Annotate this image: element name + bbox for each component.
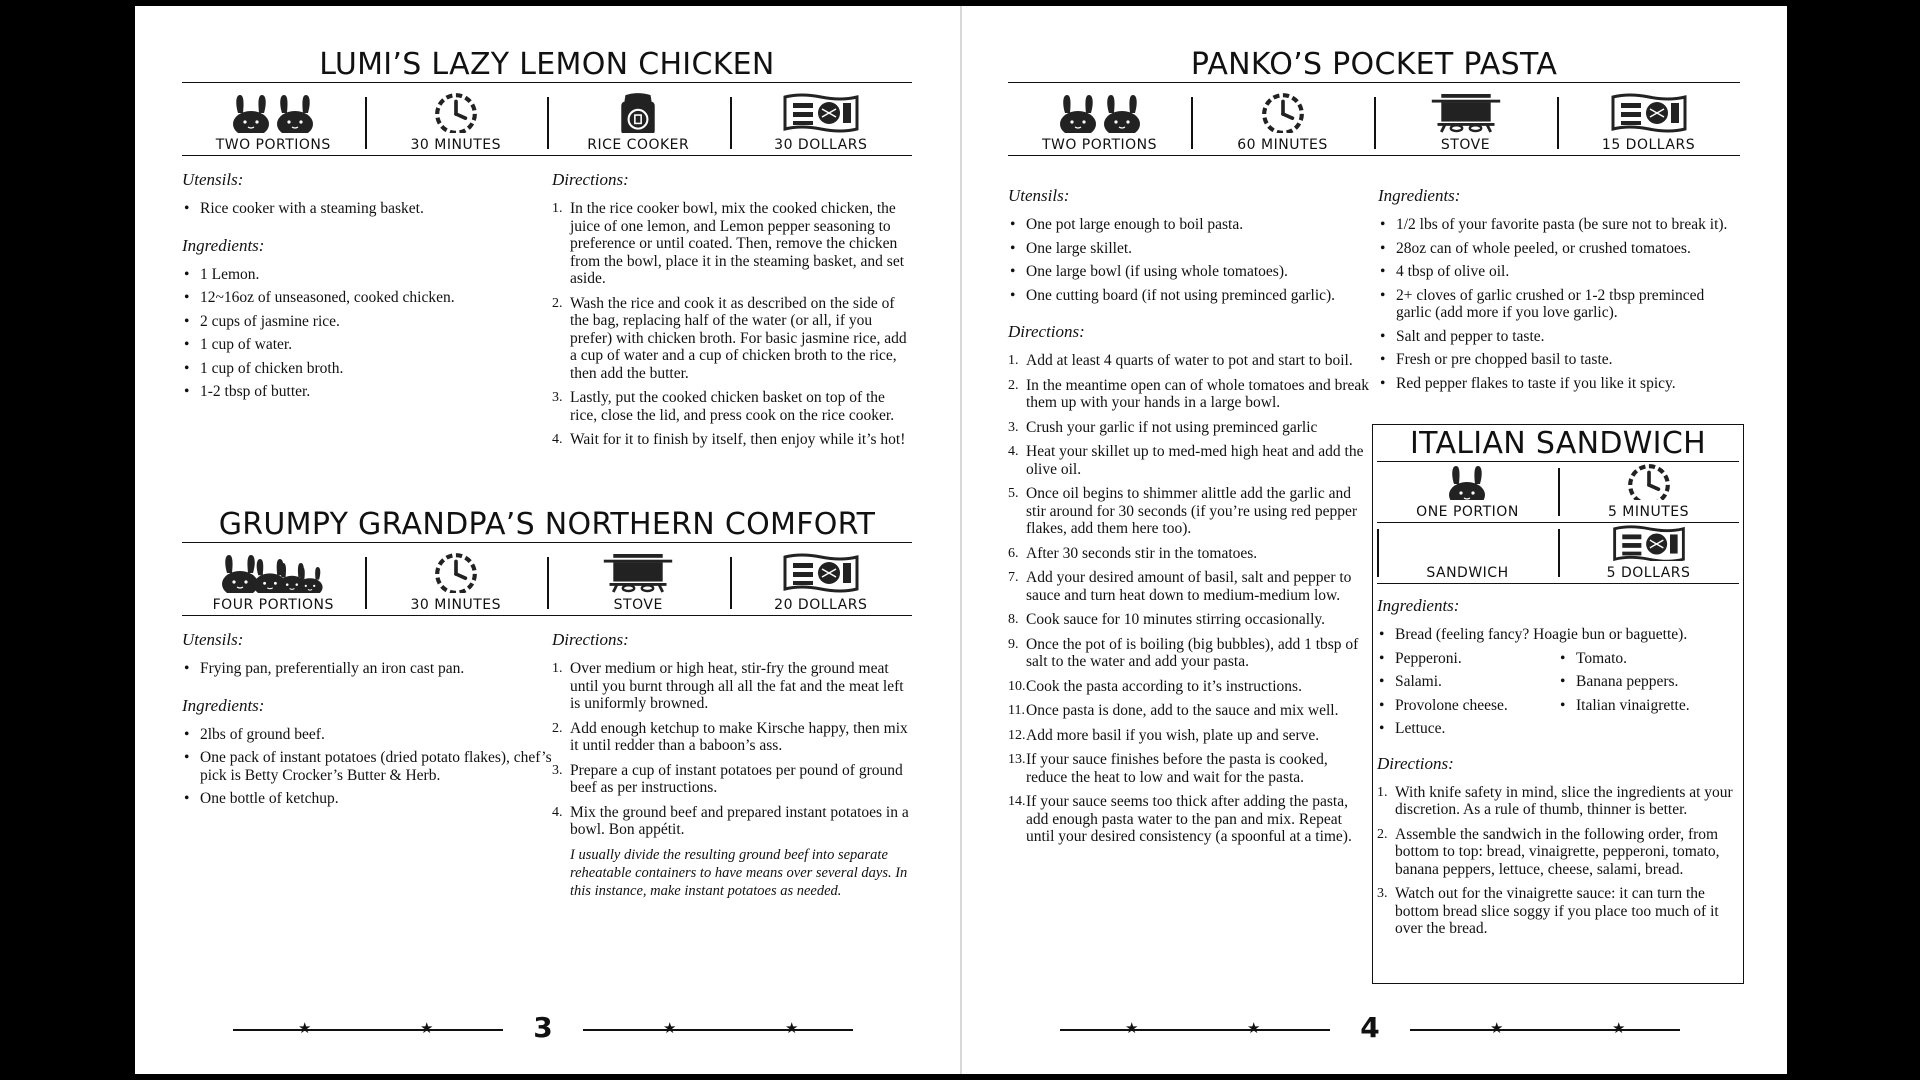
star-icon: ★: [420, 1019, 434, 1037]
bunny-icon: [230, 91, 316, 133]
info-label: 20 DOLLARS: [774, 597, 868, 613]
list-item: • One pack of instant potatoes (dried potato flakes), chef’s pick is Betty Crocker’s Butter & Herb.: [182, 749, 552, 784]
list-item: • One bottle of ketchup.: [182, 790, 552, 808]
ingredients-heading: Ingredients:: [1378, 186, 1461, 205]
ingredients-heading: Ingredients:: [182, 695, 265, 715]
money-icon: [1609, 91, 1689, 133]
star-icon: ★: [1247, 1019, 1261, 1037]
ingredients-list: [1377, 626, 1739, 644]
title-rule: [1008, 82, 1740, 83]
directions-heading: Directions:: [1008, 322, 1085, 341]
clock-icon: [1260, 91, 1306, 133]
list-item: • 2lbs of ground beef.: [182, 726, 552, 744]
info-time: [365, 91, 548, 155]
sandwich-info-grid: [1377, 462, 1739, 584]
footer-rule: [233, 1029, 503, 1031]
recipe-title: GRUMPY GRANDPA’S NORTHERN COMFORT: [218, 507, 876, 542]
star-icon: ★: [1125, 1019, 1139, 1037]
recipe-info-bar: [182, 91, 912, 156]
info-cost: [730, 551, 913, 615]
list-item: 11. Once pasta is done, add to the sauce and mix well.: [1008, 702, 1339, 719]
info-label: STOVE: [1440, 137, 1491, 153]
info-appliance: [547, 551, 730, 615]
list-item: • 12~16oz of unseasoned, cooked chicken.: [182, 289, 552, 307]
star-icon: ★: [663, 1019, 677, 1037]
ingredients-list: [182, 726, 552, 808]
list-item: • 1-2 tbsp of butter.: [182, 383, 552, 401]
recipe-northern-comfort: [182, 508, 912, 900]
list-item: 1. With knife safety in mind, slice the ingredients at your discretion. As a rule of thumb, thinner is better.: [1377, 783, 1733, 818]
utensils-heading: Utensils:: [182, 170, 244, 189]
star-icon: ★: [1490, 1019, 1504, 1037]
list-item: 14. If your sauce seems too thick after adding the pasta, add enough pasta water to the pan and mix. Repeat until your desired consistency (a spoonful at a time).: [1008, 793, 1352, 845]
info-label: SANDWICH: [1426, 565, 1509, 581]
info-label: STOVE: [613, 597, 663, 613]
clock-icon: [433, 551, 479, 593]
rice-cooker-icon: [617, 91, 659, 133]
info-label: RICE COOKER: [587, 137, 690, 153]
directions-list: [552, 200, 912, 449]
list-item: • Red pepper flakes to taste if you like it spicy.: [1378, 375, 1740, 393]
ingredients-heading: Ingredients:: [1377, 596, 1460, 615]
info-label: TWO PORTIONS: [215, 137, 331, 153]
footer-rule: [583, 1029, 853, 1031]
list-item: 3. Lastly, put the cooked chicken basket on top of the rice, close the lid, and press cook on the rice cooker.: [552, 389, 895, 424]
info-time: [1558, 462, 1739, 523]
list-item: 4. Heat your skillet up to med-med high heat and add the olive oil.: [1008, 443, 1364, 478]
recipe-info-bar: [182, 551, 912, 616]
list-item: • Salt and pepper to taste.: [1378, 328, 1740, 346]
directions-heading: Directions:: [1377, 753, 1454, 773]
pasta-right-column: [1378, 186, 1740, 406]
info-portions: [1377, 462, 1558, 523]
recipe-title: ITALIAN SANDWICH: [1410, 426, 1706, 461]
recipe-note: I usually divide the resulting ground beef into separate reheatable containers to have means over several days. In this instance, make instant potatoes as needed.: [570, 846, 908, 899]
info-label: ONE PORTION: [1416, 504, 1519, 520]
list-item: 9. Once the pot of is boiling (big bubbles), add 1 tbsp of salt to the water and add your pasta.: [1008, 635, 1359, 670]
stove-icon: [1428, 91, 1504, 133]
list-item: 1. In the rice cooker bowl, mix the cooked chicken, the juice of one lemon, and Lemon pepper seasoning to preference or until coated. Then, remove the chicken from the bowl, place it in the steaming basket, and set aside.: [552, 200, 905, 287]
list-item: 5. Once oil begins to shimmer alittle add the garlic and stir around for 30 seconds (if you’re using red pepper flakes, add them here too).: [1008, 485, 1358, 537]
info-appliance: [1377, 523, 1558, 584]
pasta-left-column: [1008, 186, 1370, 853]
info-label: 5 DOLLARS: [1606, 565, 1691, 581]
ingredients-heading: Ingredients:: [182, 235, 265, 255]
clock-icon: [433, 91, 479, 133]
list-item: • Bread (feeling fancy? Hoagie bun or baguette).: [1377, 626, 1739, 644]
list-item: • Salami.: [1377, 673, 1558, 691]
list-item: 1. Add at least 4 quarts of water to pot and start to boil.: [1008, 352, 1353, 369]
list-item: 13. If your sauce finishes before the pasta is cooked, reduce the heat to low and wait for the pasta.: [1008, 751, 1328, 786]
list-item: 1. Over medium or high heat, stir-fry the ground meat until you burnt through all all the fat and the meat left is uniformly browned.: [552, 660, 904, 712]
info-label: TWO PORTIONS: [1041, 137, 1158, 153]
title-rule: [182, 542, 912, 543]
list-item: 3. Watch out for the vinaigrette sauce: it can turn the bottom bread slice soggy if you place too much of it over the bread.: [1377, 885, 1719, 937]
title-rule: [182, 82, 912, 83]
info-portions: [182, 551, 365, 615]
list-item: 2. In the meantime open can of whole tomatoes and break them up with your hands in a large bowl.: [1008, 376, 1370, 411]
info-cost: [730, 91, 913, 155]
footer-rule: [1060, 1029, 1330, 1031]
utensils-heading: Utensils:: [182, 630, 244, 649]
recipe-italian-sandwich: [1372, 424, 1744, 984]
ingredients-columns: [1377, 650, 1739, 758]
list-item: • Banana peppers.: [1558, 673, 1739, 691]
list-item: 10. Cook the pasta according to it’s instructions.: [1008, 677, 1302, 695]
info-label: 5 MINUTES: [1607, 504, 1690, 520]
list-item: 2. Assemble the sandwich in the following order, from bottom to top: bread, vinaigrette, pepperoni, tomato, banana peppers, lettuce, cheese, salami, bread.: [1377, 825, 1720, 878]
list-item: 4. Wait for it to finish by itself, then enjoy while it’s hot!: [552, 431, 906, 448]
list-item: • 2+ cloves of garlic crushed or 1-2 tbsp preminced garlic (add more if you love garlic).: [1378, 287, 1740, 322]
recipe-info-bar: [1008, 91, 1740, 156]
info-label: FOUR PORTIONS: [212, 597, 334, 613]
list-item: • Provolone cheese.: [1377, 697, 1558, 715]
info-label: 60 MINUTES: [1237, 137, 1328, 153]
info-time: [1191, 91, 1374, 155]
list-item: • 2 cups of jasmine rice.: [182, 313, 552, 331]
page-number: 3: [529, 1012, 556, 1044]
money-icon: [1610, 523, 1688, 561]
stove-icon: [600, 551, 676, 593]
list-item: • Italian vinaigrette.: [1558, 697, 1739, 715]
star-icon: ★: [785, 1019, 799, 1037]
bunny-icon: [1446, 462, 1490, 500]
list-item: 7. Add your desired amount of basil, salt and pepper to sauce and turn heat down to medium-medium low.: [1008, 569, 1352, 604]
recipe-title: PANKO’S POCKET PASTA: [1190, 47, 1558, 82]
page-footer: [1060, 1011, 1680, 1044]
info-portions: [182, 91, 365, 155]
info-appliance: [547, 91, 730, 155]
list-item: • Lettuce.: [1377, 720, 1558, 738]
info-appliance: [1374, 91, 1557, 155]
money-icon: [781, 551, 861, 593]
info-cost: [1557, 91, 1740, 155]
bunny-icon: [220, 551, 326, 593]
list-item: 12. Add more basil if you wish, plate up and serve.: [1008, 726, 1320, 744]
info-label: 30 MINUTES: [410, 597, 501, 613]
star-icon: ★: [1612, 1019, 1626, 1037]
directions-list: [1377, 784, 1739, 938]
list-item: • Rice cooker with a steaming basket.: [182, 200, 552, 218]
page-number: 4: [1356, 1012, 1383, 1044]
list-item: • One pot large enough to boil pasta.: [1008, 216, 1370, 234]
info-label: 30 MINUTES: [410, 137, 501, 153]
recipe-lemon-chicken: [182, 48, 912, 456]
list-item: • 1 cup of chicken broth.: [182, 360, 552, 378]
utensils-heading: Utensils:: [1008, 186, 1070, 205]
ingredients-list-right: [1558, 650, 1739, 744]
info-time: [365, 551, 548, 615]
list-item: 3. Crush your garlic if not using preminced garlic: [1008, 418, 1318, 436]
page-left: [135, 6, 960, 1074]
directions-heading: Directions:: [552, 170, 629, 189]
footer-rule: [1410, 1029, 1680, 1031]
directions-list: [1008, 352, 1370, 846]
list-item: • 4 tbsp of olive oil.: [1378, 263, 1740, 281]
info-cost: [1558, 523, 1739, 584]
ingredients-list: [1378, 216, 1740, 392]
money-icon: [781, 91, 861, 133]
list-item: • Frying pan, preferentially an iron cast pan.: [182, 660, 552, 678]
info-label: 15 DOLLARS: [1601, 137, 1696, 153]
list-item: • Pepperoni.: [1377, 650, 1558, 668]
star-icon: ★: [298, 1019, 312, 1037]
directions-list: [552, 660, 912, 839]
list-item: 2. Add enough ketchup to make Kirsche happy, then mix it until redder than a baboon’s ass.: [552, 719, 908, 754]
utensils-list: [182, 200, 552, 218]
list-item: • One large bowl (if using whole tomatoes).: [1008, 263, 1370, 281]
recipe-title: LUMI’S LAZY LEMON CHICKEN: [319, 47, 775, 82]
utensils-list: [1008, 216, 1370, 304]
info-portions: [1008, 91, 1191, 155]
list-item: • Fresh or pre chopped basil to taste.: [1378, 351, 1740, 369]
info-label: 30 DOLLARS: [774, 137, 868, 153]
bunny-icon: [1057, 91, 1143, 133]
utensils-list: [182, 660, 552, 678]
list-item: • 28oz can of whole peeled, or crushed tomatoes.: [1378, 240, 1740, 258]
ingredients-list: [182, 266, 552, 401]
list-item: • Tomato.: [1558, 650, 1739, 668]
list-item: • 1 Lemon.: [182, 266, 552, 284]
list-item: 6. After 30 seconds stir in the tomatoes.: [1008, 544, 1258, 562]
ingredients-list-left: [1377, 650, 1558, 744]
list-item: • 1/2 lbs of your favorite pasta (be sure not to break it).: [1378, 216, 1740, 234]
list-item: • One cutting board (if not using preminced garlic).: [1008, 287, 1370, 305]
page-right: [962, 6, 1787, 1074]
list-item: 3. Prepare a cup of instant potatoes per pound of ground beef as per instructions.: [552, 761, 903, 796]
recipe-pocket-pasta: [1008, 48, 1740, 156]
list-item: 4. Mix the ground beef and prepared instant potatoes in a bowl. Bon appétit.: [552, 803, 909, 838]
list-item: 8. Cook sauce for 10 minutes stirring occasionally.: [1008, 611, 1326, 628]
list-item: • One large skillet.: [1008, 240, 1370, 258]
directions-heading: Directions:: [552, 630, 629, 649]
clock-icon: [1626, 462, 1672, 500]
list-item: 2. Wash the rice and cook it as described on the side of the bag, replacing half of the water (or all, if you prefer) with chicken broth. For basic jasmine rice, add a cup of water and a cup of chicken broth to the rice, then add the butter.: [552, 294, 907, 382]
page-footer: [233, 1011, 853, 1044]
list-item: • 1 cup of water.: [182, 336, 552, 354]
